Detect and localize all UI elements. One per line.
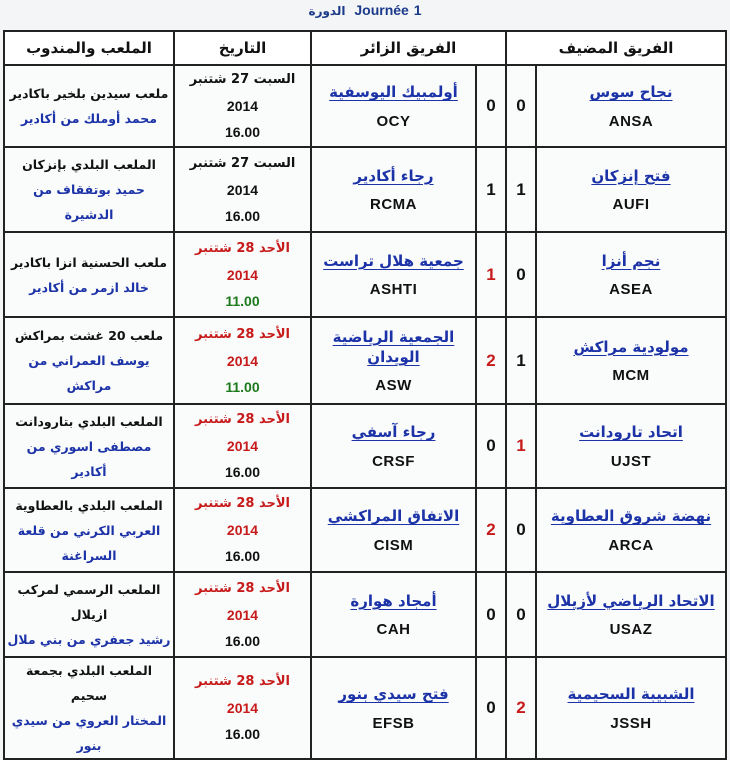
host-score: 0 xyxy=(516,520,526,539)
visitor-score-cell xyxy=(476,657,506,759)
table-row xyxy=(4,232,726,317)
referee-name: رشيد جعفري من بني ملال xyxy=(7,632,171,647)
host-score-cell xyxy=(506,404,536,488)
match-time: 16.00 xyxy=(224,548,261,564)
visitor-score: 1 xyxy=(486,264,496,284)
match-year: 2014 xyxy=(226,98,259,114)
visitor-team-name[interactable]: الاتفاق المراكشي xyxy=(327,507,460,526)
host-team-name[interactable]: الشبيبة السحيمية xyxy=(567,685,695,704)
match-year: 2014 xyxy=(226,181,259,198)
venue-name: ملعب 20 غشت بمراكش xyxy=(14,328,164,343)
host-team-name[interactable]: الاتحاد الرياضي لأزيلال xyxy=(547,591,715,610)
visitor-team-code: CAH xyxy=(376,621,411,639)
host-score-cell xyxy=(506,147,536,232)
visitor-score: 0 xyxy=(486,698,496,717)
match-day: الأحد 28 شتنبر xyxy=(195,240,290,256)
match-time: 16.00 xyxy=(224,207,261,224)
match-day: الأحد 28 شتنبر xyxy=(195,674,290,689)
host-score-cell xyxy=(506,232,536,317)
venue-cell xyxy=(4,147,174,232)
host-team-code: ANSA xyxy=(608,112,654,130)
match-time: 11.00 xyxy=(225,292,260,309)
table-row xyxy=(4,65,726,147)
col-date: التاريخ xyxy=(174,31,311,65)
visitor-score-cell xyxy=(476,404,506,488)
venue-name: الملعب البلدي بتارودانت xyxy=(15,413,163,429)
date-cell xyxy=(174,65,311,147)
visitor-team-cell xyxy=(311,657,476,759)
date-cell xyxy=(174,404,311,488)
table-row xyxy=(4,572,726,657)
visitor-team-cell xyxy=(311,232,476,317)
host-team-cell xyxy=(536,147,726,232)
host-score: 1 xyxy=(516,436,526,455)
match-day: الأحد 28 شتنبر xyxy=(195,326,290,342)
match-year: 2014 xyxy=(226,606,259,623)
referee-name: خالد ازمر من أكادير xyxy=(29,279,149,295)
match-year: 2014 xyxy=(226,266,259,283)
visitor-team-cell xyxy=(311,488,476,572)
date-cell xyxy=(174,232,311,317)
host-team-code: ASEA xyxy=(609,281,653,299)
venue-name: الملعب البلدي بإنزكان xyxy=(22,157,156,172)
table-row xyxy=(4,404,726,488)
host-team-code: MCM xyxy=(612,367,650,385)
host-score-cell xyxy=(506,317,536,404)
col-venue-referee: الملعب والمندوب xyxy=(4,31,174,65)
visitor-team-cell xyxy=(311,65,476,147)
match-day: الأحد 28 شتنبر xyxy=(195,496,290,511)
venue-cell xyxy=(4,488,174,572)
visitor-team-name[interactable]: أولمبيك اليوسفية xyxy=(329,83,458,102)
table-row xyxy=(4,147,726,232)
visitor-team-code: CISM xyxy=(373,536,414,554)
visitor-score: 2 xyxy=(486,350,496,370)
match-time: 11.00 xyxy=(225,378,260,395)
referee-name: المختار العروي من سيدي بنور xyxy=(11,713,167,753)
host-score: 1 xyxy=(516,350,526,370)
date-cell xyxy=(174,572,311,657)
venue-cell xyxy=(4,404,174,488)
host-team-name[interactable]: نجم أنزا xyxy=(601,251,661,270)
visitor-score-cell xyxy=(476,147,506,232)
visitor-team-name[interactable]: الجمعية الرياضية الويدان xyxy=(332,327,455,366)
host-team-cell xyxy=(536,232,726,317)
match-year: 2014 xyxy=(226,700,259,716)
visitor-team-cell xyxy=(311,404,476,488)
visitor-team-name[interactable]: رجاء آسفي xyxy=(351,423,436,442)
visitor-team-cell xyxy=(311,147,476,232)
host-team-cell xyxy=(536,572,726,657)
host-score-cell xyxy=(506,657,536,759)
venue-name: الملعب البلدي بالعطاوية xyxy=(15,497,163,513)
table-row xyxy=(4,657,726,759)
host-score: 0 xyxy=(516,96,526,115)
venue-name: الملعب الرسمي لمركب ازيلال xyxy=(17,582,161,622)
match-day: السبت 27 شتنبر xyxy=(189,72,296,87)
venue-name: الملعب البلدي بجمعة سحيم xyxy=(25,663,153,703)
visitor-score-cell xyxy=(476,572,506,657)
host-team-name[interactable]: مولودية مراكش xyxy=(573,337,689,356)
referee-name: محمد أوملك من أكادير xyxy=(20,111,158,126)
table-row xyxy=(4,317,726,404)
round-title xyxy=(0,2,730,28)
host-team-code: UJST xyxy=(610,452,652,470)
visitor-score: 0 xyxy=(486,96,496,115)
host-team-cell xyxy=(536,317,726,404)
host-team-name[interactable]: فتح إنزكان xyxy=(591,166,671,185)
visitor-team-cell xyxy=(311,572,476,657)
match-year: 2014 xyxy=(226,522,259,538)
referee-name: يوسف العمراني من مراكش xyxy=(28,353,150,393)
referee-name: مصطفى اسوري من أكادير xyxy=(26,438,152,479)
visitor-team-name[interactable]: أمجاد هوارة xyxy=(350,591,437,610)
date-cell xyxy=(174,657,311,759)
host-score: 0 xyxy=(516,604,526,624)
venue-cell xyxy=(4,572,174,657)
host-team-code: AUFI xyxy=(612,196,650,214)
table-header-row xyxy=(4,31,726,65)
date-cell xyxy=(174,488,311,572)
visitor-team-code: CRSF xyxy=(372,452,415,470)
venue-cell xyxy=(4,657,174,759)
venue-name: ملعب الحسنية انزا باكادير xyxy=(11,254,167,270)
venue-cell xyxy=(4,65,174,147)
match-year: 2014 xyxy=(226,352,259,369)
match-time: 16.00 xyxy=(224,464,261,480)
host-score: 0 xyxy=(516,264,526,284)
match-time: 16.00 xyxy=(224,632,261,649)
match-time: 16.00 xyxy=(224,726,261,742)
visitor-team-code: RCMA xyxy=(370,196,417,214)
host-team-cell xyxy=(536,404,726,488)
visitor-score: 2 xyxy=(486,520,496,539)
match-day: السبت 27 شتنبر xyxy=(189,155,296,171)
host-team-cell xyxy=(536,657,726,759)
host-score: 1 xyxy=(516,179,526,199)
visitor-score: 0 xyxy=(486,436,496,455)
host-team-cell xyxy=(536,488,726,572)
host-team-code: ARCA xyxy=(608,536,654,554)
venue-cell xyxy=(4,232,174,317)
date-cell xyxy=(174,147,311,232)
match-year: 2014 xyxy=(226,438,259,454)
match-time: 16.00 xyxy=(224,124,261,140)
visitor-team-code: ASW xyxy=(375,377,412,395)
round-number: 1 xyxy=(413,2,422,18)
visitor-score-cell xyxy=(476,317,506,404)
referee-name: حميد بوتفقاف من الدشيرة xyxy=(33,182,145,222)
venue-name: ملعب سيدين بلخير باكادير xyxy=(9,86,169,101)
venue-cell xyxy=(4,317,174,404)
visitor-score: 1 xyxy=(486,179,496,199)
col-visitor: الفريق الزائر xyxy=(311,31,506,65)
col-host: الفريق المضيف xyxy=(506,31,726,65)
visitor-team-code: OCY xyxy=(376,112,411,130)
host-team-name[interactable]: اتحاد تارودانت xyxy=(579,423,683,442)
fixtures-table xyxy=(3,30,727,760)
visitor-team-cell xyxy=(311,317,476,404)
host-team-name[interactable]: نهضة شروق العطاوية xyxy=(550,507,712,526)
visitor-team-code: ASHTI xyxy=(369,281,418,299)
round-label-ar: الدورة xyxy=(308,4,346,18)
visitor-team-name[interactable]: جمعية هلال تراست xyxy=(323,251,464,270)
host-score-cell xyxy=(506,65,536,147)
visitor-score-cell xyxy=(476,488,506,572)
table-row xyxy=(4,488,726,572)
host-team-code: USAZ xyxy=(609,621,653,639)
date-cell xyxy=(174,317,311,404)
visitor-score-cell xyxy=(476,232,506,317)
visitor-score-cell xyxy=(476,65,506,147)
match-day: الأحد 28 شتنبر xyxy=(195,412,290,427)
host-team-code: JSSH xyxy=(610,714,652,732)
visitor-team-code: EFSB xyxy=(372,714,415,732)
match-day: الأحد 28 شتنبر xyxy=(195,580,290,596)
host-score-cell xyxy=(506,572,536,657)
visitor-score: 0 xyxy=(486,604,496,624)
referee-name: العربي الكرني من قلعة السراغنة xyxy=(17,522,161,563)
round-label-fr: Journée xyxy=(354,2,409,18)
visitor-team-name[interactable]: فتح سيدي بنور xyxy=(338,685,449,704)
visitor-team-name[interactable]: رجاء أكادير xyxy=(353,166,434,185)
host-score-cell xyxy=(506,488,536,572)
host-team-cell xyxy=(536,65,726,147)
host-team-name[interactable]: نجاح سوس xyxy=(589,83,673,102)
host-score: 2 xyxy=(516,698,526,717)
